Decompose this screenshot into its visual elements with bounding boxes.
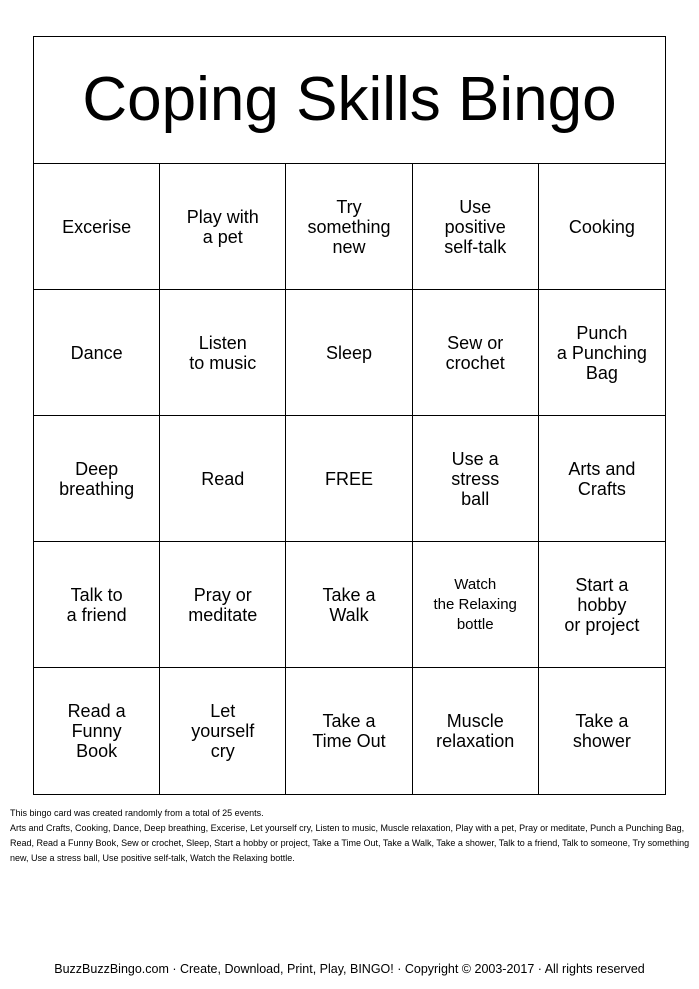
bingo-cell: Take a shower <box>572 711 631 751</box>
card-title: Coping Skills Bingo <box>82 65 617 134</box>
bingo-cell: Talk to a friend <box>34 542 160 668</box>
bingo-cell: Read <box>160 416 286 542</box>
bingo-cell: Listen to music <box>160 290 286 416</box>
bingo-cell: Dance <box>34 290 160 416</box>
bingo-cell: Let yourself cry <box>160 668 286 794</box>
bingo-cell: Sleep <box>286 290 412 416</box>
bingo-cell: Muscle relaxation <box>413 668 539 794</box>
bingo-cell: Deep breathing <box>34 416 160 542</box>
bingo-cell: Start a hobby or project <box>539 542 665 668</box>
bingo-cell: Punch a Punching Bag <box>539 290 665 416</box>
bingo-card <box>33 36 666 795</box>
info-event-list: Arts and Crafts, Cooking, Dance, Deep breathing, Excerise, Let yourself cry, Listen to music, Muscle relaxation, Play with a pet, Pray or meditate, Punch a Punching Bag, Read, Read a Funny Book, Sew or crochet, Sleep, Start a hobby or project, Take a Time Out, Take a Walk, Take a shower, Talk to a friend, Talk to someone, Try something new, Use a stress ball, Use positive self-talk, Watch the Relaxing bottle. <box>10 823 690 863</box>
bingo-cell: Try something new <box>286 164 412 290</box>
card-info <box>10 806 690 866</box>
bingo-cell: Read a Funny Book <box>34 668 160 794</box>
bingo-cell: Play with a pet <box>160 164 286 290</box>
bingo-cell: Cooking <box>539 164 665 290</box>
bingo-grid <box>34 164 665 794</box>
bingo-cell: Take a Time Out <box>286 668 412 794</box>
bingo-cell: Excerise <box>34 164 160 290</box>
bingo-cell: Use positive self-talk <box>413 164 539 290</box>
footer-copyright: BuzzBuzzBingo.com · Create, Download, Print, Play, BINGO! · Copyright © 2003-2017 · All rights reserved <box>54 962 645 976</box>
bingo-cell: Sew or crochet <box>413 290 539 416</box>
bingo-cell: Pray or meditate <box>160 542 286 668</box>
bingo-cell: Take a Walk <box>286 542 412 668</box>
title-box <box>34 37 665 164</box>
free-cell: FREE <box>286 416 412 542</box>
bingo-cell: Use a stress ball <box>413 416 539 542</box>
bingo-cell: Arts and Crafts <box>539 416 665 542</box>
bingo-cell: Watch the Relaxing bottle <box>413 542 539 668</box>
info-summary: This bingo card was created randomly from a total of 25 events. <box>10 808 264 818</box>
